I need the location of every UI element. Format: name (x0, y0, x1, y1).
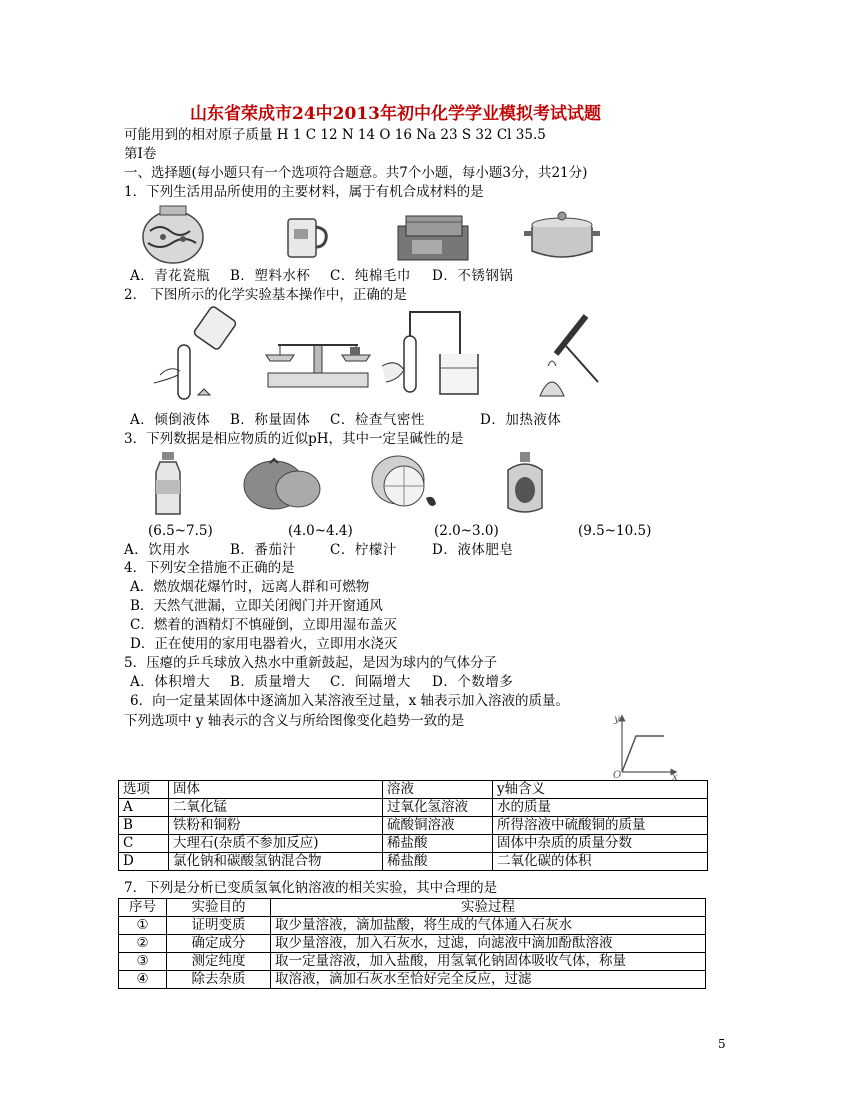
q5-option-c[interactable]: C．间隔增大 (330, 674, 411, 690)
table-header: 选项 (119, 781, 169, 799)
q5-option-d[interactable]: D．个数增多 (432, 674, 514, 690)
graph-x-label: x (672, 772, 678, 782)
tomato-image (240, 455, 324, 511)
q2-option-a[interactable]: A．倾倒液体 (130, 412, 211, 428)
volume-label: 第Ⅰ卷 (124, 146, 157, 162)
q6-table (118, 780, 708, 871)
q2-option-b[interactable]: B．称量固体 (230, 412, 311, 428)
table-cell: 取一定量溶液，加入盐酸，用氢氧化钠固体吸收气体，称量 (271, 953, 706, 971)
atomic-mass-line: 可能用到的相对原子质量 H 1 C 12 N 14 O 16 Na 23 S 32 Cl 35.5 (124, 127, 546, 143)
table-cell: 二氧化锰 (169, 799, 383, 817)
page-number: 5 (718, 1037, 726, 1051)
table-header-row (119, 781, 708, 799)
table-cell: 所得溶液中硫酸铜的质量 (493, 817, 708, 835)
graph-origin-label: O (613, 770, 622, 781)
q4-stem: 4．下列安全措施不正确的是 (124, 560, 295, 576)
q3-option-c[interactable]: C．柠檬汁 (330, 542, 397, 558)
q1-option-a[interactable]: A．青花瓷瓶 (130, 268, 211, 284)
table-cell: 除去杂质 (167, 971, 271, 989)
trend-line (622, 736, 664, 772)
table-cell: D (119, 853, 169, 871)
table-cell: C (119, 835, 169, 853)
graph-y-label: y (614, 714, 620, 725)
table-cell: 证明变质 (167, 917, 271, 935)
cotton-towel-image (392, 210, 476, 264)
table-row (119, 799, 708, 817)
q4-option-d[interactable]: D．正在使用的家用电器着火，立即用水浇灭 (130, 636, 398, 652)
soap-bottle-image (500, 450, 550, 516)
table-cell: 水的质量 (493, 799, 708, 817)
table-row (119, 835, 708, 853)
table-cell: 取溶液，滴加石灰水至恰好完全反应，过滤 (271, 971, 706, 989)
q3-option-a[interactable]: A．饮用水 (124, 542, 191, 558)
heating-liquid-image (520, 306, 610, 406)
q3-ph-a: (6.5~7.5) (148, 523, 213, 539)
table-cell: 大理石(杂质不参加反应) (169, 835, 383, 853)
table-row (119, 817, 708, 835)
q3-option-b[interactable]: B．番茄汁 (230, 542, 297, 558)
table-cell: B (119, 817, 169, 835)
table-header: 实验目的 (167, 899, 271, 917)
table-cell: 硫酸铜溶液 (383, 817, 493, 835)
water-bottle-image (148, 450, 188, 520)
q4-option-c[interactable]: C．燃着的酒精灯不慎碰倒，立即用湿布盖灭 (130, 617, 397, 633)
q1-option-b[interactable]: B．塑料水杯 (230, 268, 311, 284)
table-cell: 稀盐酸 (383, 835, 493, 853)
q5-option-a[interactable]: A．体积增大 (130, 674, 211, 690)
table-row (119, 953, 706, 971)
table-cell: 过氧化氢溶液 (383, 799, 493, 817)
table-cell: ② (119, 935, 167, 953)
porcelain-vase-image (138, 203, 208, 265)
table-cell: 取少量溶液，滴加盐酸，将生成的气体通入石灰水 (271, 917, 706, 935)
q3-ph-c: (2.0~3.0) (434, 523, 499, 539)
table-cell: 确定成分 (167, 935, 271, 953)
table-row (119, 935, 706, 953)
section-header: 一、选择题(每小题只有一个选项符合题意。共7个小题，每小题3分，共21分) (124, 165, 588, 181)
q1-stem: 1．下列生活用品所使用的主要材料，属于有机合成材料的是 (124, 184, 484, 200)
table-cell: 氯化钠和碳酸氢钠混合物 (169, 853, 383, 871)
q3-stem: 3．下列数据是相应物质的近似pH，其中一定呈碱性的是 (124, 431, 464, 447)
plastic-cup-image (282, 215, 330, 263)
table-header: 溶液 (383, 781, 493, 799)
q1-option-d[interactable]: D．不锈钢锅 (432, 268, 514, 284)
table-cell: 铁粉和铜粉 (169, 817, 383, 835)
table-header-row (119, 899, 706, 917)
table-header: y轴含义 (493, 781, 708, 799)
q3-option-d[interactable]: D．液体肥皂 (432, 542, 514, 558)
q2-stem: 2． 下图所示的化学实验基本操作中，正确的是 (124, 287, 407, 303)
table-cell: 固体中杂质的质量分数 (493, 835, 708, 853)
table-header: 实验过程 (271, 899, 706, 917)
q5-stem: 5．压瘪的乒乓球放入热水中重新鼓起，是因为球内的气体分子 (124, 655, 498, 671)
table-cell: 二氧化碳的体积 (493, 853, 708, 871)
q6-stem-line1: 6．向一定量某固体中逐滴加入某溶液至过量，x 轴表示加入溶液的质量。 (130, 693, 569, 709)
table-cell: 取少量溶液，加入石灰水，过滤，向滤液中滴加酚酞溶液 (271, 935, 706, 953)
q2-option-d[interactable]: D．加热液体 (480, 412, 562, 428)
table-cell: 测定纯度 (167, 953, 271, 971)
q3-ph-b: (4.0~4.4) (288, 523, 353, 539)
pouring-liquid-image (150, 305, 240, 410)
q7-table (118, 898, 706, 989)
q7-stem: 7．下列是分析已变质氢氧化钠溶液的相关实验，其中合理的是 (124, 880, 498, 896)
q4-option-a[interactable]: A．燃放烟花爆竹时，远离人群和可燃物 (130, 579, 370, 595)
table-cell: ④ (119, 971, 167, 989)
table-cell: ③ (119, 953, 167, 971)
q3-ph-d: (9.5~10.5) (578, 523, 652, 539)
table-cell: 稀盐酸 (383, 853, 493, 871)
table-header: 固体 (169, 781, 383, 799)
table-row (119, 853, 708, 871)
table-cell: A (119, 799, 169, 817)
q2-option-c[interactable]: C．检查气密性 (330, 412, 425, 428)
lemon-image (368, 452, 440, 514)
airtightness-check-image (378, 306, 488, 406)
table-cell: ① (119, 917, 167, 935)
q6-stem-line2: 下列选项中 y 轴表示的含义与所给图像变化趋势一致的是 (124, 713, 465, 729)
balance-scale-image (258, 325, 378, 405)
table-row (119, 917, 706, 935)
page-title: 山东省荣成市24中2013年初中化学学业模拟考试试题 (190, 104, 601, 124)
q5-option-b[interactable]: B．质量增大 (230, 674, 311, 690)
steel-pot-image (522, 205, 602, 265)
table-row (119, 971, 706, 989)
q1-option-c[interactable]: C．纯棉毛巾 (330, 268, 411, 284)
table-header: 序号 (119, 899, 167, 917)
q4-option-b[interactable]: B．天然气泄漏，立即关闭阀门并开窗通风 (130, 598, 383, 614)
q6-trend-graph (604, 708, 684, 782)
